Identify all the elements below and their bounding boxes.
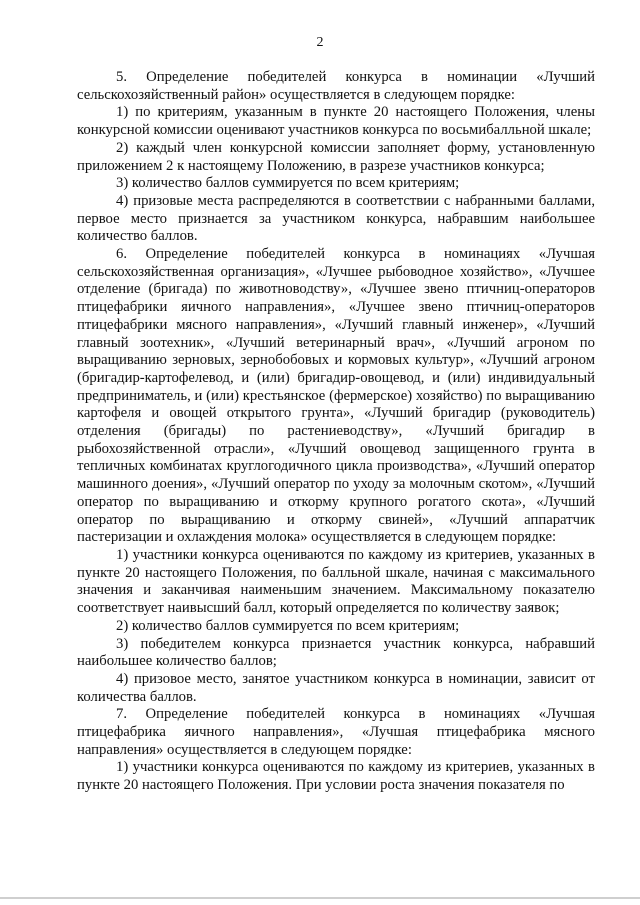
document-body (77, 69, 595, 795)
paragraph-7-item-1: 1) участники конкурса оцениваются по каждому из критериев, указанных в пункте 20 настоящего Положения. При условии роста значения показателя по (77, 759, 595, 794)
paragraph-7-intro: 7. Определение победителей конкурса в номинациях «Лучшая птицефабрика яичного направления», «Лучшая птицефабрика мясного направления» осуществляется в следующем порядке: (77, 706, 595, 758)
paragraph-6-item-3: 3) победителем конкурса признается участник конкурса, набравший наибольшее количество баллов; (77, 635, 595, 670)
bottom-edge-line (0, 897, 640, 899)
paragraph-5-item-4: 4) призовые места распределяются в соответствии с набранными баллами, первое место признается за участником конкурса, набравшим наибольшее количество баллов. (77, 192, 595, 245)
page-number: 2 (316, 35, 324, 50)
paragraph-5-item-3: 3) количество баллов суммируется по всем критериям; (116, 175, 460, 192)
paragraph-6-intro: 6. Определение победителей конкурса в номинациях «Лучшая сельскохозяйственная организация», «Лучшее рыбоводное хозяйство», «Лучшее отделение (бригада) по животноводству», «Лучшее звено птичниц-операторов птицефабрики яичного направления», «Лучшее звено птичниц-операторов птицефабрики мясного направления», «Лучший главный инженер», «Лучший главный зоотехник», «Лучший ветеринарный врач», «Лучший агроном по выращиванию зерновых, зернобобовых и кормовых культур», «Лучший агроном (бригадир-картофелевод, и (или) бригадир-овощевод, и (или) индивидуальный предприниматель, и (или) крестьянское (фермерское) хозяйство) по выращиванию картофеля и овощей открытого грунта», «Лучший бригадир (руководитель) отделения (бригады) по растениеводству», «Лучший бригадир в рыбохозяйственной отрасли», «Лучший овощевод защищенного грунта в тепличных комбинатах круглогодичного цикла производства», «Лучший оператор машинного доения», «Лучший оператор по уходу за молочным скотом», «Лучший оператор по выращиванию и откорму крупного рогатого скота», «Лучший оператор по выращиванию и откорму свиней», «Лучший аппаратчик пастеризации и охлаждения молока» осуществляется в следующем порядке: (77, 246, 595, 546)
paragraph-6-item-4: 4) призовое место, занятое участником конкурса в номинации, зависит от количества баллов. (77, 670, 595, 705)
paragraph-5-item-2: 2) каждый член конкурсной комиссии заполняет форму, установленную приложением 2 к настоящему Положению, в разрезе участников конкурса; (77, 139, 595, 174)
paragraph-5-item-1: 1) по критериям, указанным в пункте 20 настоящего Положения, члены конкурсной комиссии оценивают участников конкурса по восьмибалльной шкале; (77, 104, 595, 139)
paragraph-5-intro: 5. Определение победителей конкурса в номинации «Лучший сельскохозяйственный район» осуществляется в следующем порядке: (77, 69, 595, 103)
paragraph-6-item-2: 2) количество баллов суммируется по всем критериям; (116, 617, 460, 634)
paragraph-6-item-1: 1) участники конкурса оцениваются по каждому из критериев, указанных в пункте 20 настоящего Положения, по балльной шкале, начиная с максимального значения и заканчивая наименьшим значением. Максимальному показателю соответствует наивысший балл, который определяется по количеству заявок; (77, 546, 595, 617)
